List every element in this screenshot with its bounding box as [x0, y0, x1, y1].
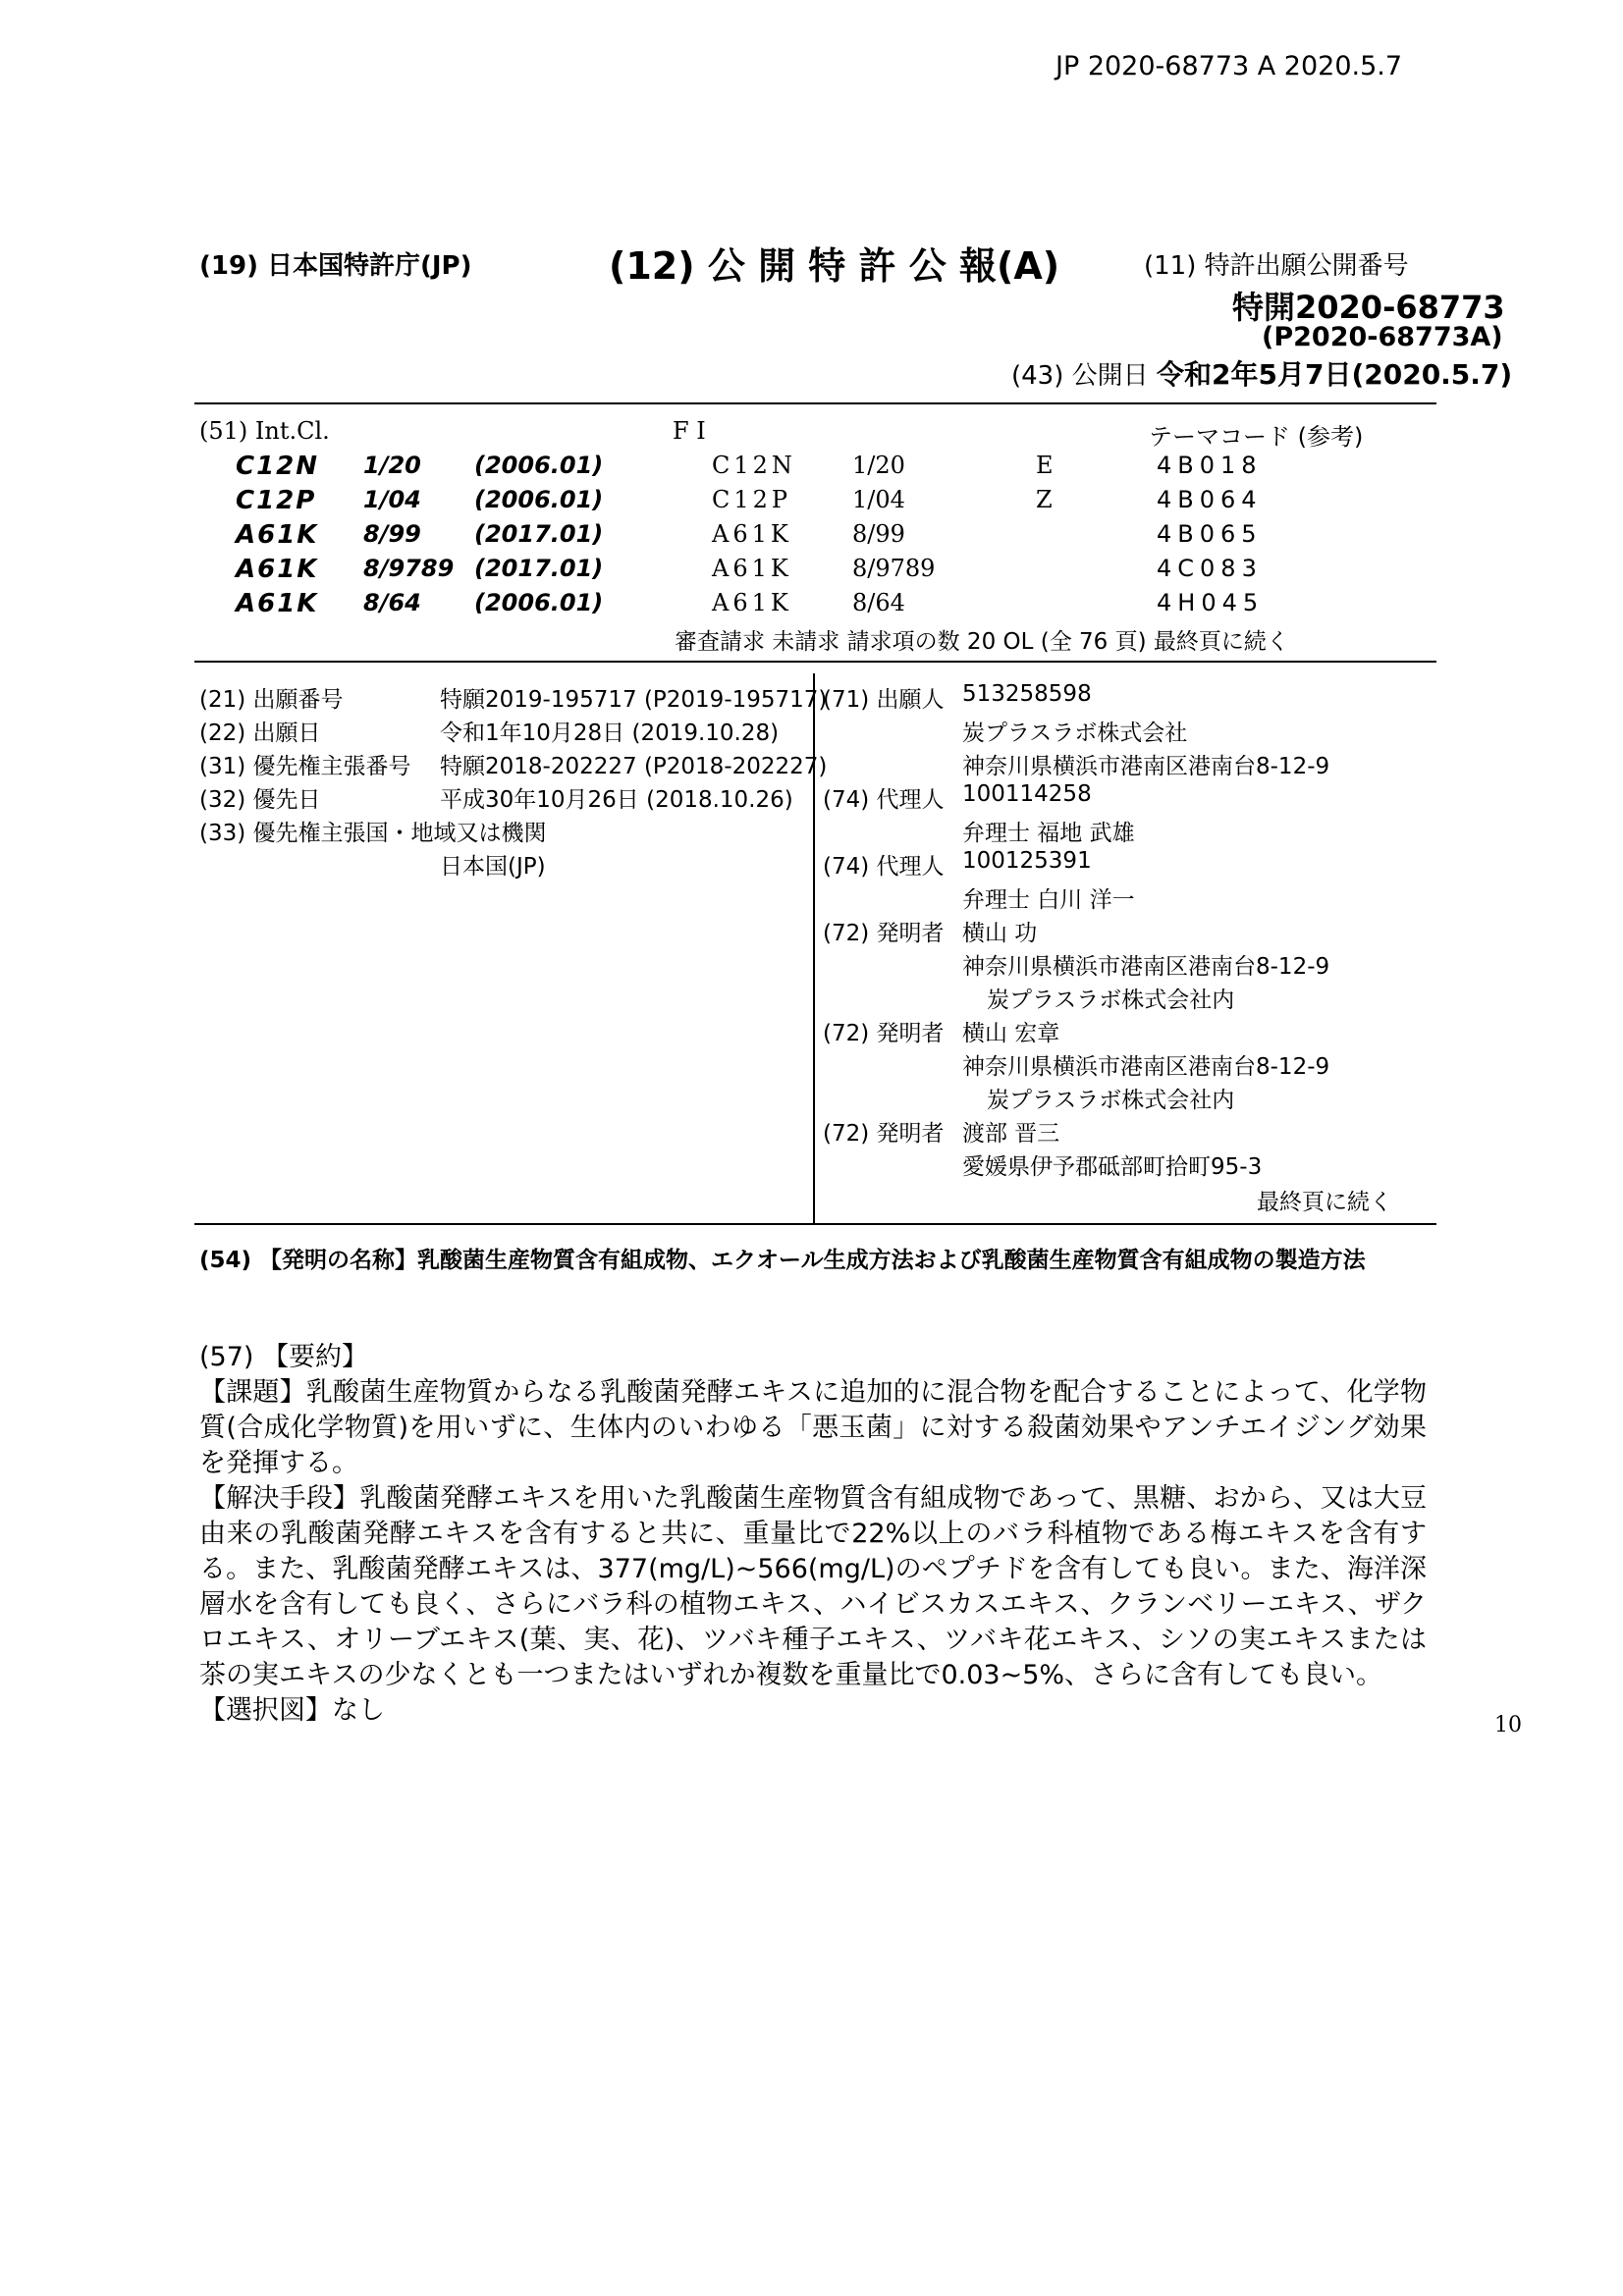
inventor-address: 神奈川県横浜市港南区港南台8-12-9	[962, 954, 1330, 980]
ipc-version: (2017.01)	[474, 520, 604, 548]
patent-office: (19) 日本国特許庁(JP)	[199, 251, 472, 281]
fi-group: 1/20	[852, 452, 905, 479]
inventor-affiliation: 炭プラスラボ株式会社内	[987, 988, 1235, 1013]
fi-class: A61K	[712, 589, 792, 616]
ipc-class: A61K	[236, 589, 319, 618]
publication-number-label: (11) 特許出願公開番号	[1144, 251, 1409, 281]
ipc-version: (2006.01)	[474, 589, 604, 616]
continued-note: 最終頁に続く	[1257, 1190, 1392, 1215]
agent-id: 100125391	[962, 848, 1092, 874]
ipc-group: 8/99	[363, 520, 421, 548]
app-number: 特願2019-195717 (P2019-195717)	[440, 687, 828, 713]
ipc-class: A61K	[236, 520, 319, 550]
priority-date: 平成30年10月26日 (2018.10.26)	[440, 787, 793, 813]
filing-date-label: (22) 出願日	[199, 721, 321, 746]
inventor-label: (72) 発明者	[823, 921, 945, 946]
priority-date-label: (32) 優先日	[199, 787, 321, 813]
agent-label: (74) 代理人	[823, 787, 945, 813]
fi-group: 8/64	[852, 589, 905, 616]
inventor-label: (72) 発明者	[823, 1021, 945, 1046]
theme-code: 4C083	[1157, 555, 1263, 582]
ipc-group: 1/20	[363, 452, 421, 479]
ipc-class: C12N	[236, 452, 320, 481]
publication-date-label: (43) 公開日	[1011, 361, 1149, 391]
publication-number: 特開2020-68773	[1232, 289, 1505, 326]
publication-date: 令和2年5月7日(2020.5.7)	[1157, 358, 1513, 391]
examination-line: 審査請求 未請求 請求項の数 20 OL (全 76 頁) 最終頁に続く	[675, 629, 1289, 655]
agent-id: 100114258	[962, 781, 1092, 807]
agent-name: 弁理士 福地 武雄	[962, 821, 1135, 846]
agent-name: 弁理士 白川 洋一	[962, 887, 1135, 913]
priority-number-label: (31) 優先権主張番号	[199, 754, 411, 779]
theme-code: 4B065	[1157, 520, 1263, 548]
applicant-label: (71) 出願人	[823, 687, 945, 713]
applicant-address: 神奈川県横浜市港南区港南台8-12-9	[962, 754, 1330, 779]
inventor-affiliation: 炭プラスラボ株式会社内	[987, 1088, 1235, 1113]
abstract-problem: 【課題】乳酸菌生産物質からなる乳酸菌発酵エキスに追加的に混合物を配合することによって、化学物質(合成化学物質)を用いずに、生体内のいわゆる「悪玉菌」に対する殺菌効果やアンチエイジング効果を発揮する。	[199, 1377, 1427, 1478]
line-number: 10	[1494, 1713, 1522, 1737]
priority-country-label: (33) 優先権主張国・地域又は機関	[199, 821, 547, 846]
invention-title: (54) 【発明の名称】乳酸菌生産物質含有組成物、エクオール生成方法および乳酸菌生産物質含有組成物の製造方法	[199, 1248, 1366, 1273]
fi-symbol: E	[1036, 452, 1054, 479]
inventor-name: 横山 功	[962, 921, 1038, 946]
publication-kind: (12) 公 開 特 許 公 報(A)	[609, 244, 1060, 288]
theme-code-label: テーマコード (参考)	[1149, 423, 1364, 451]
inventor-name: 渡部 晋三	[962, 1121, 1060, 1147]
fi-group: 8/9789	[852, 555, 936, 582]
ipc-version: (2006.01)	[474, 452, 604, 479]
ipc-group: 1/04	[363, 486, 421, 513]
ipc-group: 8/9789	[363, 555, 455, 582]
fi-class: A61K	[712, 520, 792, 548]
abstract-section	[199, 1340, 1427, 1729]
priority-number: 特願2018-202227 (P2018-202227)	[440, 754, 828, 779]
fi-class: C12N	[712, 452, 796, 479]
bib-rule	[194, 1223, 1436, 1225]
fi-symbol: Z	[1036, 486, 1053, 513]
inventor-label: (72) 発明者	[823, 1121, 945, 1147]
fi-group: 1/04	[852, 486, 905, 513]
fi-class: C12P	[712, 486, 792, 513]
inventor-address: 神奈川県横浜市港南区港南台8-12-9	[962, 1054, 1330, 1080]
publication-reference: JP 2020-68773 A 2020.5.7	[1055, 51, 1403, 81]
fi-class: A61K	[712, 555, 792, 582]
theme-code: 4B018	[1157, 452, 1263, 479]
publication-number-p: (P2020-68773A)	[1262, 322, 1503, 352]
abstract-solution: 【解決手段】乳酸菌発酵エキスを用いた乳酸菌生産物質含有組成物であって、黒糖、おから、又は大豆由来の乳酸菌発酵エキスを含有すると共に、重量比で22%以上のバラ科植物である梅エキスを含有する。また、乳酸菌発酵エキスは、377(mg/L)~566(mg/L)のペプチドを含有しても良い。また、海洋深層水を含有しても良く、さらにバラ科の植物エキス、ハイビスカスエキス、クランベリーエキス、ザクロエキス、オリーブエキス(葉、実、花)、ツバキ種子エキス、ツバキ花エキス、シソの実エキスまたは茶の実エキスの少なくとも一つまたはいずれか複数を重量比で0.03~5%、さらに含有しても良い。	[199, 1483, 1427, 1690]
theme-code: 4B064	[1157, 486, 1263, 513]
applicant-name: 炭プラスラボ株式会社	[962, 721, 1188, 746]
app-number-label: (21) 出願番号	[199, 687, 344, 713]
abstract-heading: (57) 【要約】	[199, 1342, 369, 1372]
header-rule	[194, 402, 1436, 404]
classification-rule	[194, 661, 1436, 663]
ipc-group: 8/64	[363, 589, 421, 616]
filing-date: 令和1年10月28日 (2019.10.28)	[440, 721, 780, 746]
ipc-version: (2017.01)	[474, 555, 604, 582]
theme-code: 4H045	[1157, 589, 1265, 616]
fi-label: F I	[673, 417, 706, 445]
ipc-class: A61K	[236, 555, 319, 584]
priority-country: 日本国(JP)	[440, 854, 546, 880]
inventor-name: 横山 宏章	[962, 1021, 1060, 1046]
agent-label: (74) 代理人	[823, 854, 945, 880]
ipc-version: (2006.01)	[474, 486, 604, 513]
inventor-address: 愛媛県伊予郡砥部町拾町95-3	[962, 1154, 1263, 1180]
ipc-class: C12P	[236, 486, 317, 515]
applicant-id: 513258598	[962, 681, 1092, 707]
abstract-figure: 【選択図】なし	[199, 1695, 385, 1726]
intcl-label: (51) Int.Cl.	[199, 417, 330, 445]
fi-group: 8/99	[852, 520, 905, 548]
